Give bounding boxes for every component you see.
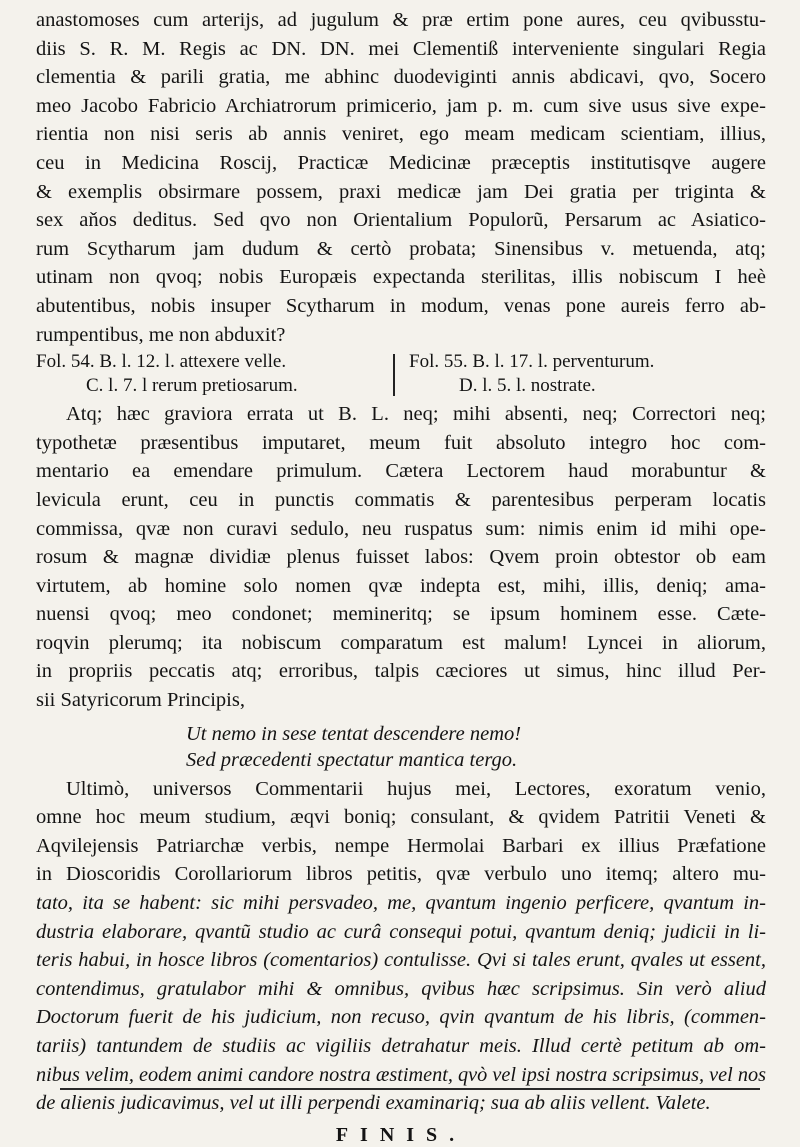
- text-line: teris habui, in hosce libros (comentarios) contulisse. Qvi si tales erunt, qvales ut essent,: [36, 949, 766, 972]
- text-line: & exemplis obsirmare possem, praxi medicæ jam Dei gratia per triginta &: [36, 180, 766, 203]
- text-line: commissa, qvæ non curavi sedulo, neu ruspatus sum: nimis enim id mihi ope-: [36, 517, 766, 540]
- errata-table: [36, 350, 766, 398]
- text-line: Ultimò, universos Commentarii hujus mei, Lectores, exoratum venio,: [66, 777, 766, 800]
- text-line: abutentibus, nobis insuper Scytharum in modum, venas pone aureis ferro ab-: [36, 294, 766, 317]
- text-line: rientia non nisi seris ab annis veniret, ego meam medicam scientiam, illius,: [36, 123, 766, 146]
- paragraph-2: [36, 400, 766, 715]
- bottom-rule: [60, 1088, 760, 1090]
- text-line: nuensi qvoq; meo condonet; memineritq; se ipsum hominem esse. Cæte-: [36, 603, 766, 626]
- text-line: tato, ita se habent: sic mihi persvadeo, me, qvantum ingenio perficere, qvantum in-: [36, 892, 766, 915]
- errata-entry: Fol. 54. B. l. 12. l. attexere velle.: [36, 351, 287, 373]
- text-line: sex aňos deditus. Sed qvo non Orientalium Populorũ, Persarum ac Asiatico-: [36, 209, 766, 232]
- verse-line: Ut nemo in sese tentat descendere nemo!: [186, 722, 522, 745]
- text-line: omne hoc meum studium, æqvi boniq; consulant, & qvidem Patritii Veneti &: [36, 806, 766, 829]
- text-line: sii Satyricorum Principis,: [36, 689, 245, 712]
- text-line: dustria elaborare, qvantũ studio ac curâ consequi potui, qvantum deniq; judicii in li-: [36, 920, 766, 943]
- paragraph-1: [36, 6, 766, 349]
- text-line: tariis) tantundem de studiis ac vigiliis detrahatur meis. Illud certè petitum ab om-: [36, 1035, 766, 1057]
- errata-entry: C. l. 7. l rerum pretiosarum.: [86, 375, 298, 397]
- text-line: contendimus, gratulabor mihi & omnibus, qvibus hæc scripsimus. Sin verò aliud: [36, 977, 766, 1000]
- errata-entry: Fol. 55. B. l. 17. l. perventurum.: [409, 351, 655, 373]
- verse-quotation: [186, 721, 766, 773]
- text-line: rumpentibus, me non abduxit?: [36, 323, 286, 346]
- text-line: nibus velim, eodem animi candore nostra æstiment, qvò vel ipsi nostra scripsimus, vel nos: [36, 1063, 766, 1086]
- text-line: diis S. R. M. Regis ac DN. DN. mei Clementiß interveniente singulari Regia: [36, 37, 766, 60]
- text-line: Atq; hæc graviora errata ut B. L. neq; mihi absenti, neq; Correctori neq;: [66, 403, 766, 426]
- text-line: anastomoses cum arterijs, ad jugulum & præ ertim pone aures, ceu qvibusstu-: [36, 9, 766, 31]
- text-line: typothetæ præsentibus imputaret, meum fuit absoluto integro hoc com-: [36, 431, 766, 454]
- text-line: in propriis peccatis atq; erroribus, talpis cæciores ut simus, hinc illud Per-: [36, 660, 766, 683]
- text-line: in Dioscoridis Corollariorum libros petitis, qvæ verbulo uno itemq; altero mu-: [36, 863, 766, 886]
- text-line: ceu in Medicina Roscij, Practicæ Medicinæ præceptis institutisqve augere: [36, 151, 766, 174]
- verse-line: Sed præcedenti spectatur mantica tergo.: [186, 748, 518, 771]
- text-line: levicula erunt, ceu in punctis commatis & parentesibus perperam locatis: [36, 488, 766, 511]
- text-line: Aqvilejensis Patriarchæ verbis, nempe Hermolai Barbari ex illius Præfatione: [36, 834, 766, 857]
- text-line: virtutem, ab homine solo nomen qvæ indepta est, mihi, illis, deniq; ama-: [36, 574, 766, 597]
- text-line: roqvin plerumq; ita nobiscum comparatum est malum! Lyncei in aliorum,: [36, 631, 766, 654]
- text-line: clementia & parili gratia, me abhinc duodeviginti annis abdicavi, qvo, Socero: [36, 66, 766, 89]
- errata-column-right: [395, 350, 766, 398]
- text-line: utinam non qvoq; nobis Europæis expectanda sterilitas, illis nobiscum I heè: [36, 266, 766, 289]
- text-line: rosum & magnæ dividiæ plenus fuisset labos: Qvem proin obtestor ob eam: [36, 546, 766, 569]
- errata-column-left: [36, 350, 393, 398]
- text-line: mentario ea emendare primulum. Cætera Lectorem haud morabuntur &: [36, 460, 766, 483]
- text-line: rum Scytharum jam dudum & certò probata; Sinensibus v. metuenda, atq;: [36, 237, 766, 260]
- errata-entry: D. l. 5. l. nostrate.: [459, 375, 596, 397]
- text-line: Doctorum fuerit de his judicium, non recuso, qvin qvantum de his libris, (commen-: [36, 1006, 766, 1029]
- text-line: de alienis judicavimus, vel ut illi perpendi examinariq; sua ab aliis vellent. Valete.: [36, 1092, 711, 1115]
- text-line: meo Jacobo Fabricio Archiatrorum primicerio, jam p. m. cum sive usus sive expe-: [36, 94, 766, 117]
- finis-heading: FINIS.: [335, 1123, 467, 1146]
- paragraph-3: [36, 775, 766, 1118]
